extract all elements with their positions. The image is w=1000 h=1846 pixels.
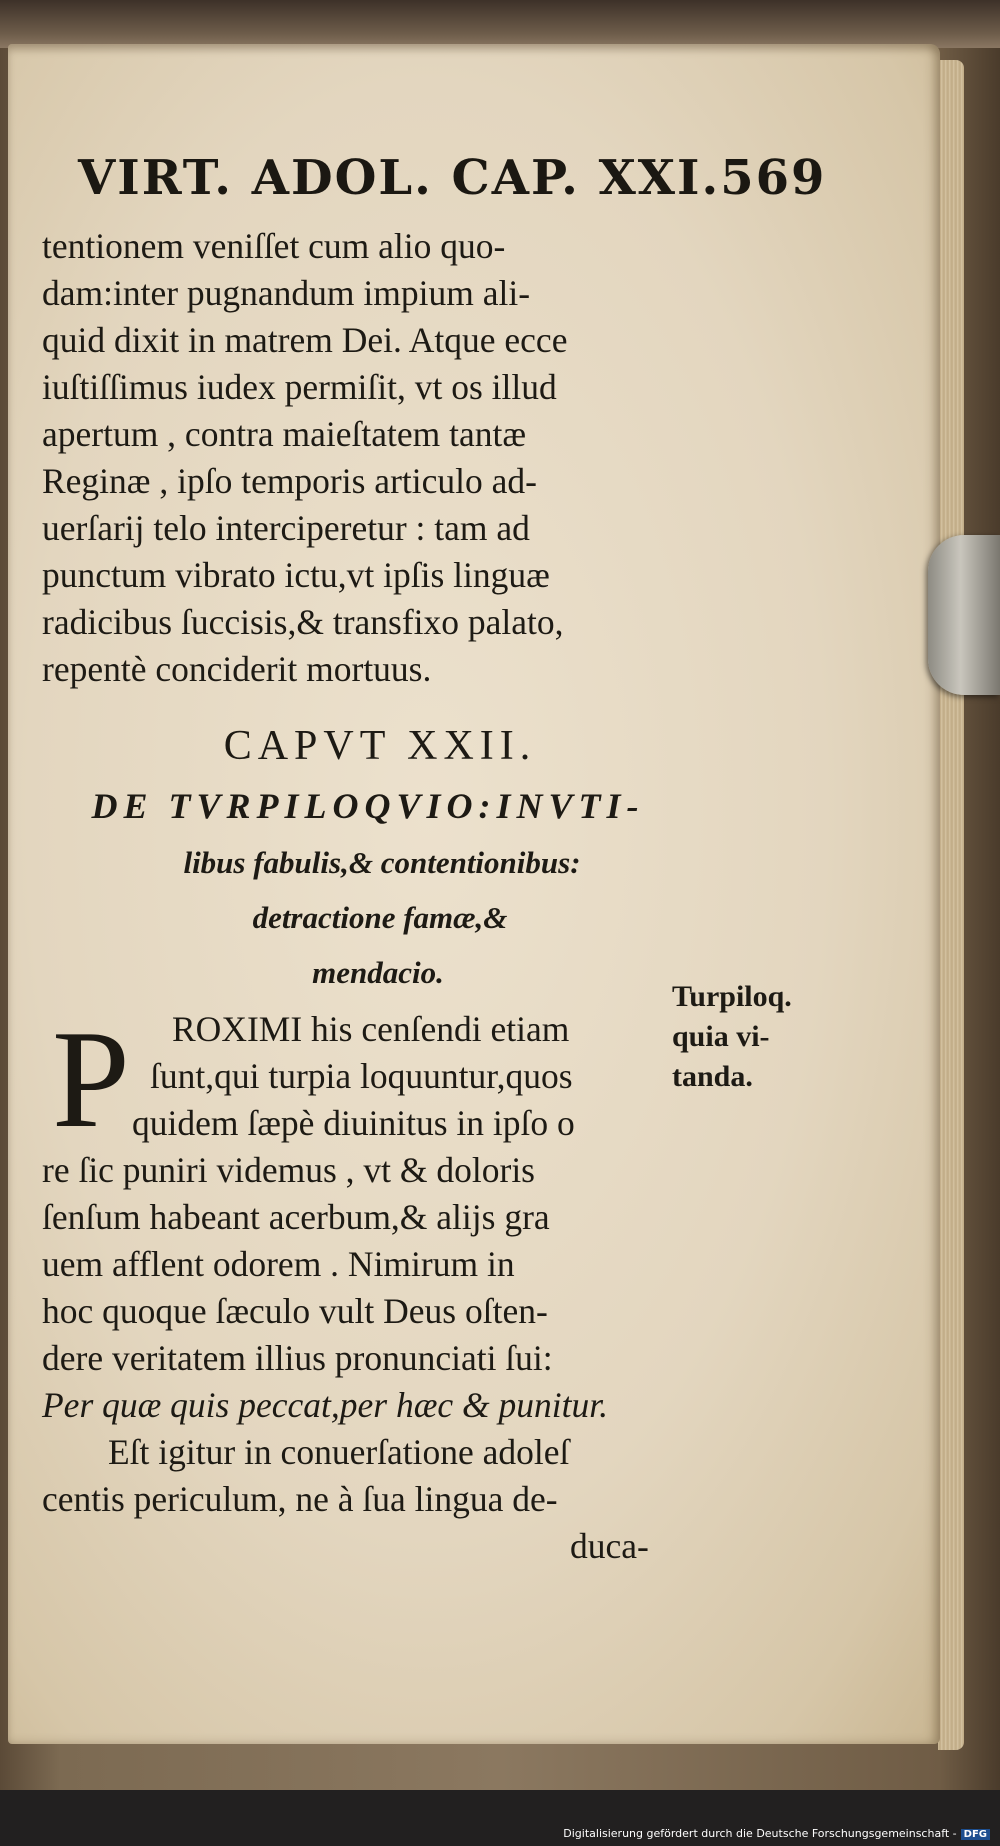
text-line: Per quæ quis peccat,per hæc & punitur.: [42, 1385, 608, 1425]
text-line: Eſt igitur in conuerſatione adoleſ: [108, 1432, 570, 1472]
text-line: iuſtiſſimus iudex permiſit, vt os illud: [42, 367, 557, 407]
chapter-subtitle-line: libus fabulis,& contentionibus:: [183, 845, 581, 880]
chapter-title: CAPVT XXII.: [223, 723, 537, 769]
text-line: ſenſum habeant acerbum,& alijs gra: [42, 1197, 550, 1237]
text-line: uem afflent odorem . Nimirum in: [42, 1244, 515, 1284]
text-line: punctum vibrato ictu,vt ipſis linguæ: [42, 555, 550, 595]
chapter-subtitle-line: DE TVRPILOQVIO:INVTI-: [91, 786, 645, 826]
text-line: radicibus ſuccisis,& transfixo palato,: [42, 602, 564, 642]
catchword: duca-: [570, 1526, 649, 1566]
marginal-note-line: quia vi-: [672, 1020, 770, 1053]
text-line: quid dixit in matrem Dei. Atque ecce: [42, 320, 568, 360]
text-line: ROXIMI his cenſendi etiam: [172, 1009, 570, 1049]
text-line: dere veritatem illius pronunciati ſui:: [42, 1338, 553, 1378]
digitization-credit: [563, 1827, 990, 1840]
page-stack-edge: [938, 60, 964, 1750]
marginal-note-line: Turpiloq.: [672, 980, 792, 1013]
credit-text: Digitalisierung gefördert durch die Deutsche Forschungsgemeinschaft -: [563, 1827, 957, 1840]
text-line: Reginæ , ipſo temporis articulo ad-: [42, 461, 537, 501]
dfg-logo: DFG: [961, 1829, 990, 1840]
text-line: uerſarij telo interciperetur : tam ad: [42, 508, 530, 548]
chapter-subtitle-line: detractione famæ,&: [252, 900, 508, 935]
book-cover-top: [0, 0, 1000, 48]
text-line: centis periculum, ne à ſua lingua de-: [42, 1479, 558, 1519]
text-line: ſunt,qui turpia loquuntur,quos: [150, 1056, 573, 1096]
chapter-subtitle-line: mendacio.: [312, 955, 444, 990]
text-line: tentionem veniſſet cum alio quo-: [42, 226, 506, 266]
running-header: VIRT. ADOL. CAP. XXI.569: [78, 150, 827, 206]
metal-clasp: [928, 535, 1000, 695]
text-line: hoc quoque ſæculo vult Deus oſten-: [42, 1291, 548, 1331]
marginal-note-line: tanda.: [672, 1060, 753, 1093]
text-line: re ſic puniri videmus , vt & doloris: [42, 1150, 535, 1190]
text-line: repentè conciderit mortuus.: [42, 649, 432, 689]
text-line: dam:inter pugnandum impium ali-: [42, 273, 531, 313]
text-line: apertum , contra maieſtatem tantæ: [42, 414, 526, 454]
footer-bar: [0, 1790, 1000, 1846]
text-line: quidem ſæpè diuinitus in ipſo o: [132, 1103, 575, 1143]
drop-cap: P: [52, 1002, 130, 1157]
